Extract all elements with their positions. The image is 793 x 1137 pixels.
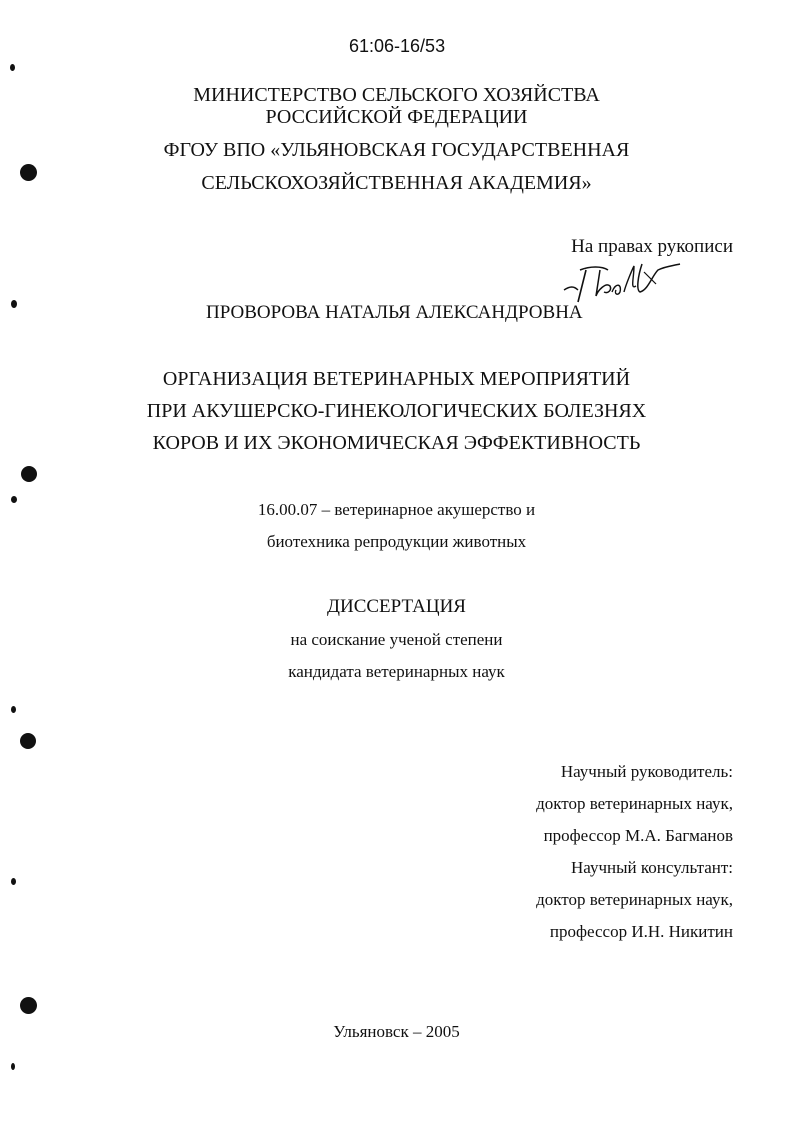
binder-hole xyxy=(21,466,37,482)
consultant-name: профессор И.Н. Никитин xyxy=(549,922,733,941)
binder-hole xyxy=(20,733,36,749)
title-line-2: ПРИ АКУШЕРСКО-ГИНЕКОЛОГИЧЕСКИХ БОЛЕЗНЯХ xyxy=(146,400,647,422)
institution-line-1: ФГОУ ВПО «УЛЬЯНОВСКАЯ ГОСУДАРСТВЕННАЯ xyxy=(163,139,630,161)
institution-line-2: СЕЛЬСКОХОЗЯЙСТВЕННАЯ АКАДЕМИЯ» xyxy=(201,172,592,194)
specialty-line-1: 16.00.07 – ветеринарное акушерство и xyxy=(257,500,536,519)
ministry-line-1: МИНИСТЕРСТВО СЕЛЬСКОГО ХОЗЯЙСТВА xyxy=(193,84,600,106)
title-line-1: ОРГАНИЗАЦИЯ ВЕТЕРИНАРНЫХ МЕРОПРИЯТИЙ xyxy=(162,368,631,390)
city-year: Ульяновск – 2005 xyxy=(333,1022,460,1041)
degree-line-2: кандидата ветеринарных наук xyxy=(288,662,505,681)
specialty-line-2: биотехника репродукции животных xyxy=(266,532,527,551)
author-name: ПРОВОРОВА НАТАЛЬЯ АЛЕКСАНДРОВНА xyxy=(206,302,583,323)
binder-hole-mark xyxy=(11,706,16,713)
degree-line-1: на соискание ученой степени xyxy=(290,630,503,649)
consultant-label: Научный консультант: xyxy=(571,858,733,877)
dissertation-heading: ДИССЕРТАЦИЯ xyxy=(327,596,466,617)
supervisor-name: профессор М.А. Багманов xyxy=(543,826,733,845)
binder-hole-mark xyxy=(11,300,17,308)
manuscript-note: На правах рукописи xyxy=(571,236,733,257)
binder-hole xyxy=(20,997,37,1014)
ministry-line-2: РОССИЙСКОЙ ФЕДЕРАЦИИ xyxy=(265,106,528,128)
supervisor-degree: доктор ветеринарных наук, xyxy=(536,794,733,813)
supervisor-label: Научный руководитель: xyxy=(560,762,733,781)
title-line-3: КОРОВ И ИХ ЭКОНОМИЧЕСКАЯ ЭФФЕКТИВНОСТЬ xyxy=(152,432,641,454)
consultant-degree: доктор ветеринарных наук, xyxy=(536,890,733,909)
binder-hole-mark xyxy=(11,878,16,885)
binder-hole-mark xyxy=(11,1063,15,1070)
binder-hole-mark xyxy=(10,64,15,71)
catalog-code: 61:06-16/53 xyxy=(349,36,446,56)
